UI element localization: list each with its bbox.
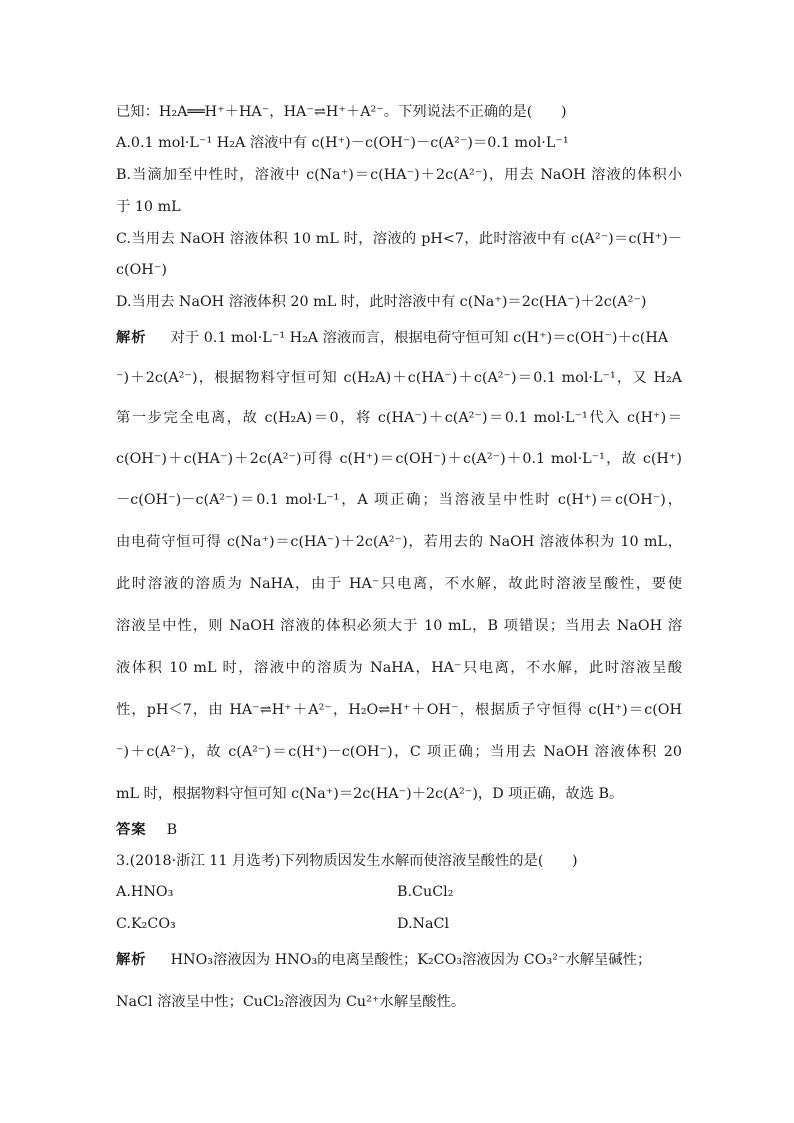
analysis-line: c(OH⁻)＋c(HA⁻)＋2c(A²⁻)可得 c(H⁺)＝c(OH⁻)＋c(A²⁻)＋0.1 mol·L⁻¹，故 c(H⁺)	[116, 451, 682, 467]
q3-stem: 3.(2018·浙江 11 月选考)下列物质因发生水解而使溶液呈酸性的是( )	[116, 853, 578, 869]
answer-value: B	[166, 822, 178, 838]
q2-option-b-line1: B.当滴加至中性时，溶液中 c(Na⁺)＝c(HA⁻)＋2c(A²⁻)，用去 NaOH 溶液的体积小	[116, 167, 682, 183]
q2-stem: 已知：H₂A══H⁺＋HA⁻，HA⁻⇌H⁺＋A²⁻。下列说法不正确的是( )	[116, 104, 567, 120]
q2-option-d: D.当用去 NaOH 溶液体积 20 mL 时，此时溶液中有 c(Na⁺)＝2c(HA⁻)＋2c(A²⁻)	[116, 294, 647, 310]
analysis-label: 解析	[116, 952, 147, 968]
q2-answer	[116, 820, 177, 840]
q2-analysis-first-line	[116, 328, 668, 348]
q2-option-b-line2: 于 10 mL	[116, 199, 181, 215]
analysis-line: ⁻)＋2c(A²⁻)，根据物料守恒可知 c(H₂A)＋c(HA⁻)＋c(A²⁻)＝0.1 mol·L⁻¹，又 H₂A	[116, 370, 682, 386]
analysis-text: HNO₃溶液因为 HNO₃的电离呈酸性；K₂CO₃溶液因为 CO₃²⁻水解呈碱性；	[170, 952, 652, 968]
q3-option-d: D.NaCl	[397, 916, 450, 932]
q2-option-c-line1: C.当用去 NaOH 溶液体积 10 mL 时，溶液的 pH<7，此时溶液中有 c(A²⁻)＝c(H⁺)－	[116, 231, 682, 247]
analysis-line: 第一步完全电离，故 c(H₂A)＝0，将 c(HA⁻)＋c(A²⁻)＝0.1 mol·L⁻¹代入 c(H⁺)＝	[116, 410, 682, 426]
analysis-line: 溶液呈中性，则 NaOH 溶液的体积必须大于 10 mL，B 项错误；当用去 NaOH 溶	[116, 618, 682, 634]
q2-option-a: A.0.1 mol·L⁻¹ H₂A 溶液中有 c(H⁺)－c(OH⁻)－c(A²⁻)＝0.1 mol·L⁻¹	[116, 135, 569, 151]
analysis-line: 液体积 10 mL 时，溶液中的溶质为 NaHA，HA⁻只电离，不水解，此时溶液呈酸	[116, 660, 682, 676]
q2-option-c-line2: c(OH⁻)	[116, 262, 167, 278]
analysis-label: 解析	[116, 330, 147, 346]
q3-option-c: C.K₂CO₃	[116, 916, 176, 932]
analysis-text: 对于 0.1 mol·L⁻¹ H₂A 溶液而言，根据电荷守恒可知 c(H⁺)＝c(OH⁻)＋c(HA	[170, 330, 669, 346]
analysis-line: 性，pH＜7，由 HA⁻⇌H⁺＋A²⁻，H₂O⇌H⁺＋OH⁻，根据质子守恒得 c(H⁺)＝c(OH	[116, 702, 682, 718]
q3-analysis-line2: NaCl 溶液呈中性；CuCl₂溶液因为 Cu²⁺水解呈酸性。	[116, 994, 466, 1010]
q3-analysis-first-line	[116, 950, 651, 970]
analysis-line: ⁻)＋c(A²⁻)，故 c(A²⁻)＝c(H⁺)－c(OH⁻)，C 项正确；当用去 NaOH 溶液体积 20	[116, 744, 682, 760]
analysis-line: mL 时，根据物料守恒可知 c(Na⁺)＝2c(HA⁻)＋2c(A²⁻)，D 项正确，故选 B。	[116, 786, 624, 802]
analysis-line: －c(OH⁻)－c(A²⁻)＝0.1 mol·L⁻¹，A 项正确；当溶液呈中性时 c(H⁺)＝c(OH⁻)，	[116, 492, 682, 508]
answer-label: 答案	[116, 822, 147, 838]
q3-option-a: A.HNO₃	[116, 884, 174, 900]
analysis-line: 由电荷守恒可得 c(Na⁺)＝c(HA⁻)＋2c(A²⁻)，若用去的 NaOH 溶液体积为 10 mL，	[116, 534, 682, 550]
analysis-line: 此时溶液的溶质为 NaHA，由于 HA⁻只电离，不水解，故此时溶液呈酸性，要使	[116, 576, 682, 592]
q3-option-b: B.CuCl₂	[397, 884, 454, 900]
